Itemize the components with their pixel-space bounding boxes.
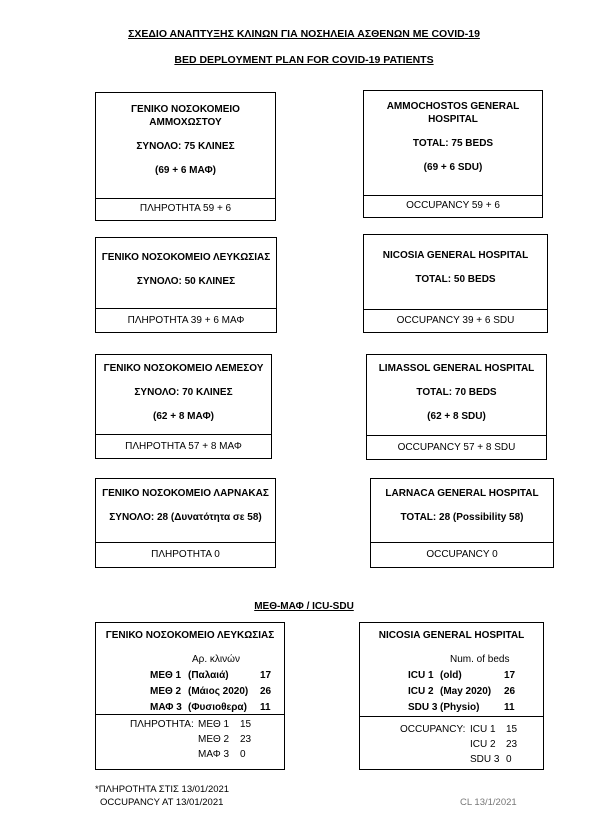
icu-unit-beds: 26 (504, 686, 516, 697)
icu-beds-table-en (408, 652, 536, 716)
icu-beds-row (150, 684, 278, 700)
hospital-name-line: ΓΕΝΙΚΟ ΝΟΣΟΚΟΜΕΙΟ ΛΕΜΕΣΟΥ (103, 363, 264, 374)
icu-occupancy-row (130, 747, 280, 762)
icu-unit: SDU 3 (408, 702, 438, 713)
icu-occupancy-value: 23 (506, 739, 518, 750)
icu-unit: ICU 1 (470, 724, 496, 735)
icu-beds-row (150, 700, 278, 716)
icu-occupancy-row (400, 737, 540, 752)
icu-unit: ΜΑΦ 3 (198, 749, 230, 760)
icu-unit-desc: (Physio) (440, 702, 480, 713)
hospital-name-line: AMMOCHOSTOS GENERAL (386, 101, 520, 112)
hospital-total-beds: TOTAL: 70 BEDS (416, 387, 497, 398)
hospital-occupancy: ΠΛΗΡΟΤΗΤΑ 0 (151, 549, 220, 560)
hospital-name-line: ΓΕΝΙΚΟ ΝΟΣΟΚΟΜΕΙΟ (131, 104, 240, 115)
icu-occupancy-en (400, 722, 540, 767)
hospital-card-limassol-en (366, 354, 547, 460)
icu-occupancy-value: 0 (506, 754, 512, 765)
icu-beds-header (408, 652, 536, 668)
icu-unit-beds: 17 (504, 670, 516, 681)
hospital-total-beds: ΣΥΝΟΛΟ: 70 ΚΛΙΝΕΣ (134, 387, 233, 398)
icu-occupancy-gr (130, 717, 280, 762)
hospital-name-line: HOSPITAL (428, 114, 478, 125)
icu-unit-desc: (Παλαιά) (188, 670, 229, 681)
icu-hospital-name: ΓΕΝΙΚΟ ΝΟΣΟΚΟΜΕΙΟ ΛΕΥΚΩΣΙΑΣ (105, 630, 275, 641)
hospital-name-line: NICOSIA GENERAL HOSPITAL (382, 250, 529, 261)
hospital-total-beds: ΣΥΝΟΛΟ: 28 (Δυνατότητα σε 58) (109, 512, 262, 523)
icu-occupancy-value: 15 (506, 724, 518, 735)
hospital-card-ammochostos-gr (95, 92, 276, 221)
icu-unit: ΜΑΦ 3 (150, 702, 182, 713)
icu-beds-row (150, 668, 278, 684)
icu-unit: SDU 3 (470, 754, 500, 765)
icu-beds-header-label: Αρ. κλινών (192, 654, 240, 665)
hospital-name-line: ΓΕΝΙΚΟ ΝΟΣΟΚΟΜΕΙΟ ΛΑΡΝΑΚΑΣ (102, 488, 269, 499)
icu-unit-beds: 17 (260, 670, 272, 681)
hospital-card-nicosia-en (363, 234, 548, 333)
hospital-card-nicosia-gr (95, 237, 277, 333)
icu-occupancy-row (130, 732, 280, 747)
icu-unit: ΜΕΘ 2 (198, 734, 230, 745)
icu-unit-beds: 11 (504, 702, 515, 713)
hospital-bed-breakdown: (62 + 8 ΜΑΦ) (152, 411, 214, 422)
icu-unit: ΜΕΘ 1 (150, 670, 182, 681)
document-title-english: BED DEPLOYMENT PLAN FOR COVID-19 PATIENTS (174, 54, 434, 66)
icu-unit-desc: (Μάιος 2020) (188, 686, 249, 697)
icu-beds-row (408, 668, 536, 684)
hospital-occupancy: OCCUPANCY 57 + 8 SDU (397, 441, 516, 453)
icu-occupancy-value: 23 (240, 734, 252, 745)
icu-unit-beds: 11 (260, 702, 271, 713)
hospital-occupancy: OCCUPANCY 59 + 6 (406, 200, 500, 211)
footnote-english: OCCUPANCY AT 13/01/2021 (100, 797, 224, 808)
icu-unit: ΜΕΘ 2 (150, 686, 182, 697)
hospital-occupancy: OCCUPANCY 0 (426, 549, 498, 560)
icu-occupancy-value: 0 (240, 749, 246, 760)
icu-occupancy-label: OCCUPANCY: (400, 724, 466, 735)
hospital-name-line: LARNACA GENERAL HOSPITAL (385, 488, 539, 499)
icu-occupancy-row (400, 722, 540, 737)
hospital-card-limassol-gr (95, 354, 272, 459)
hospital-occupancy: OCCUPANCY 39 + 6 SDU (396, 315, 515, 326)
hospital-total-beds: ΣΥΝΟΛΟ: 75 ΚΛΙΝΕΣ (136, 141, 235, 152)
icu-unit: ICU 1 (408, 670, 434, 681)
hospital-total-beds: TOTAL: 75 BEDS (412, 138, 494, 149)
icu-hospital-name: NICOSIA GENERAL HOSPITAL (378, 630, 525, 641)
icu-unit-beds: 26 (260, 686, 272, 697)
hospital-total-beds: TOTAL: 50 BEDS (415, 274, 496, 285)
hospital-total-beds: TOTAL: 28 (Possibility 58) (400, 512, 524, 523)
icu-occupancy-row (130, 717, 280, 732)
icu-occupancy-label: ΠΛΗΡΟΤΗΤΑ: (130, 719, 194, 730)
icu-unit: ICU 2 (470, 739, 496, 750)
hospital-card-ammochostos-en (363, 90, 543, 218)
icu-beds-header (150, 652, 278, 668)
hospital-occupancy: ΠΛΗΡΟΤΗΤΑ 59 + 6 (139, 203, 232, 214)
icu-beds-row (408, 700, 536, 716)
hospital-bed-breakdown: (69 + 6 ΜΑΦ) (154, 165, 216, 176)
icu-unit: ICU 2 (408, 686, 434, 697)
icu-occupancy-value: 15 (240, 719, 252, 730)
icu-beds-table-gr (150, 652, 278, 716)
document-title-greek: ΣΧΕΔΙΟ ΑΝΑΠΤΥΞΗΣ ΚΛΙΝΩΝ ΓΙΑ ΝΟΣΗΛΕΙΑ ΑΣΘΕΝΩΝ ΜΕ COVID-19 (128, 28, 480, 40)
hospital-bed-breakdown: (69 + 6 SDU) (423, 162, 483, 173)
hospital-total-beds: ΣΥΝΟΛΟ: 50 ΚΛΙΝΕΣ (136, 276, 236, 287)
hospital-occupancy: ΠΛΗΡΟΤΗΤΑ 57 + 8 ΜΑΦ (125, 440, 242, 452)
icu-unit-desc: (Φυσιοθερα) (188, 702, 247, 713)
hospital-occupancy: ΠΛΗΡΟΤΗΤΑ 39 + 6 ΜΑΦ (127, 314, 245, 326)
hospital-name-line: ΑΜΜΟΧΩΣΤΟΥ (149, 117, 222, 128)
icu-beds-header-label: Num. of beds (450, 654, 510, 665)
icu-beds-row (408, 684, 536, 700)
hospital-card-larnaca-en (370, 478, 554, 568)
icu-unit: ΜΕΘ 1 (198, 719, 230, 730)
icu-unit-desc: (May 2020) (440, 686, 492, 697)
hospital-name-line: ΓΕΝΙΚΟ ΝΟΣΟΚΟΜΕΙΟ ΛΕΥΚΩΣΙΑΣ (101, 252, 271, 263)
hospital-card-larnaca-gr (95, 478, 276, 568)
icu-occupancy-row (400, 752, 540, 767)
footnote-greek: *ΠΛΗΡΟΤΗΤΑ ΣΤΙΣ 13/01/2021 (95, 784, 230, 795)
document-tag: CL 13/1/2021 (460, 797, 517, 808)
icu-unit-desc: (old) (440, 670, 462, 681)
icu-section-title: ΜΕΘ-ΜΑΦ / ICU-SDU (254, 601, 354, 612)
hospital-bed-breakdown: (62 + 8 SDU) (427, 411, 486, 422)
hospital-name-line: LIMASSOL GENERAL HOSPITAL (378, 363, 535, 374)
